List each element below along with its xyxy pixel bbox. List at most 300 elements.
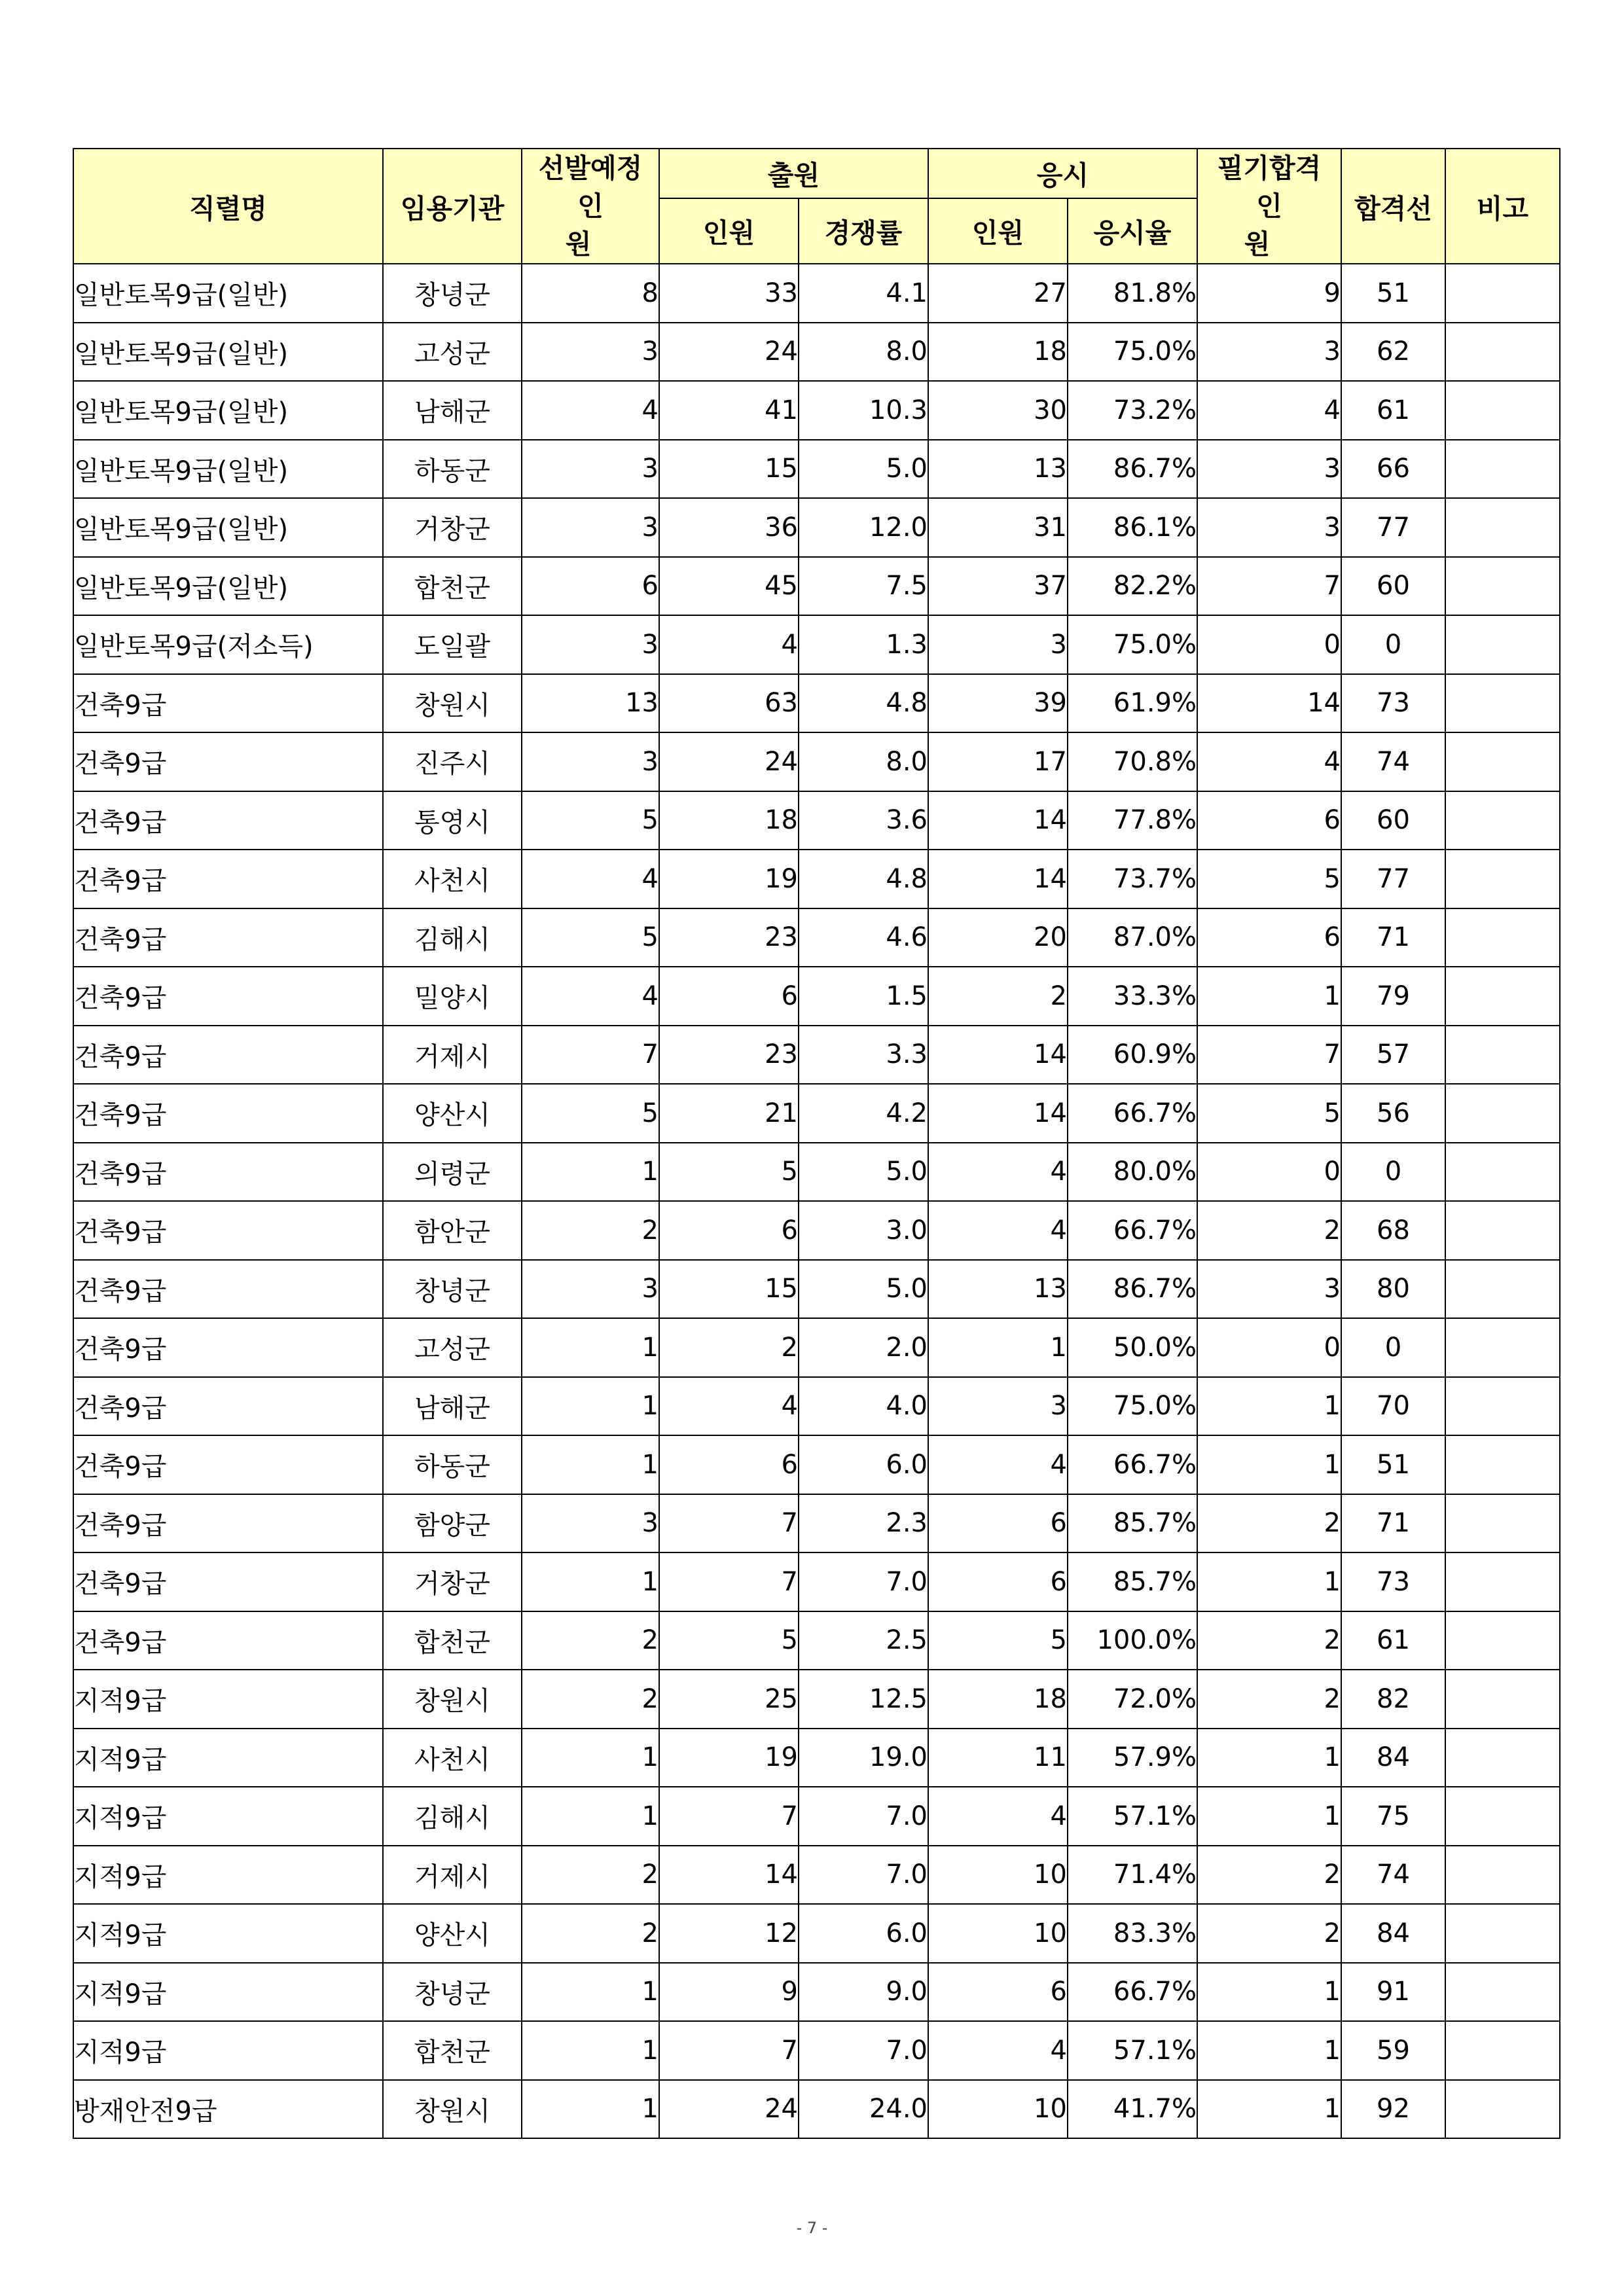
cell-agency: 거제시: [383, 1846, 522, 1905]
cell-exam-takers: 13: [928, 440, 1068, 499]
cell-planned: 2: [522, 1611, 659, 1670]
cell-agency: 합천군: [383, 1611, 522, 1670]
cell-remarks: [1445, 967, 1560, 1026]
cell-exam-takers: 4: [928, 1201, 1068, 1260]
cell-planned: 3: [522, 615, 659, 674]
cell-applicants: 7: [659, 1494, 799, 1553]
table-row: [73, 1552, 1560, 1611]
cell-planned: 4: [522, 850, 659, 908]
cell-planned: 1: [522, 1787, 659, 1846]
cell-passed: 1: [1197, 1435, 1341, 1494]
cell-applicants: 23: [659, 908, 799, 967]
cell-competition-rate: 1.3: [799, 615, 928, 674]
table-row: [73, 381, 1560, 440]
cell-exam-takers: 3: [928, 615, 1068, 674]
cell-remarks: [1445, 1435, 1560, 1494]
cell-cutoff-score: 92: [1341, 2080, 1445, 2139]
cell-cutoff-score: 75: [1341, 1787, 1445, 1846]
cell-agency: 남해군: [383, 381, 522, 440]
cell-remarks: [1445, 1904, 1560, 1963]
cell-job-name: 일반토목9급(저소득): [73, 615, 383, 674]
cell-planned: 3: [522, 323, 659, 382]
cell-exam-rate: 75.0%: [1068, 1377, 1197, 1436]
cell-exam-takers: 37: [928, 557, 1068, 616]
header-cutoff: 합격선: [1341, 149, 1445, 264]
cell-passed: 1: [1197, 2080, 1341, 2139]
cell-planned: 5: [522, 791, 659, 850]
cell-agency: 창원시: [383, 2080, 522, 2139]
cell-exam-takers: 1: [928, 1318, 1068, 1377]
cell-passed: 5: [1197, 850, 1341, 908]
cell-remarks: [1445, 264, 1560, 323]
cell-applicants: 7: [659, 1552, 799, 1611]
table-row: [73, 1494, 1560, 1553]
cell-competition-rate: 5.0: [799, 1260, 928, 1319]
cell-passed: 7: [1197, 1026, 1341, 1085]
cell-passed: 4: [1197, 381, 1341, 440]
cell-job-name: 건축9급: [73, 791, 383, 850]
cell-applicants: 2: [659, 1318, 799, 1377]
cell-job-name: 지적9급: [73, 1729, 383, 1787]
cell-planned: 1: [522, 1552, 659, 1611]
cell-remarks: [1445, 674, 1560, 733]
cell-exam-takers: 6: [928, 1963, 1068, 2022]
cell-job-name: 건축9급: [73, 967, 383, 1026]
cell-job-name: 일반토목9급(일반): [73, 264, 383, 323]
cell-exam-takers: 14: [928, 791, 1068, 850]
cell-remarks: [1445, 440, 1560, 499]
cell-planned: 1: [522, 1435, 659, 1494]
cell-planned: 1: [522, 1143, 659, 1202]
cell-agency: 거제시: [383, 1026, 522, 1085]
cell-passed: 7: [1197, 557, 1341, 616]
cell-agency: 도일괄: [383, 615, 522, 674]
cell-agency: 하동군: [383, 440, 522, 499]
cell-exam-takers: 14: [928, 1084, 1068, 1143]
cell-exam-takers: 27: [928, 264, 1068, 323]
cell-job-name: 지적9급: [73, 2021, 383, 2080]
cell-exam-rate: 85.7%: [1068, 1552, 1197, 1611]
cell-applicants: 24: [659, 732, 799, 791]
cell-exam-rate: 86.7%: [1068, 440, 1197, 499]
cell-agency: 함안군: [383, 1201, 522, 1260]
cell-agency: 남해군: [383, 1377, 522, 1436]
cell-exam-takers: 4: [928, 1435, 1068, 1494]
cell-competition-rate: 8.0: [799, 323, 928, 382]
header-applicants: 출원: [659, 149, 928, 198]
cell-agency: 사천시: [383, 850, 522, 908]
cell-job-name: 일반토목9급(일반): [73, 323, 383, 382]
cell-cutoff-score: 0: [1341, 1318, 1445, 1377]
cell-cutoff-score: 61: [1341, 1611, 1445, 1670]
cell-cutoff-score: 60: [1341, 791, 1445, 850]
cell-passed: 1: [1197, 1552, 1341, 1611]
cell-job-name: 지적9급: [73, 1963, 383, 2022]
cell-agency: 통영시: [383, 791, 522, 850]
cell-remarks: [1445, 1552, 1560, 1611]
cell-competition-rate: 9.0: [799, 1963, 928, 2022]
cell-applicants: 15: [659, 1260, 799, 1319]
cell-agency: 밀양시: [383, 967, 522, 1026]
cell-exam-rate: 72.0%: [1068, 1670, 1197, 1729]
cell-applicants: 4: [659, 615, 799, 674]
cell-competition-rate: 7.5: [799, 557, 928, 616]
table-row: [73, 1611, 1560, 1670]
cell-cutoff-score: 0: [1341, 615, 1445, 674]
header-passed-line1: 필기합격: [1217, 152, 1322, 184]
cell-exam-rate: 71.4%: [1068, 1846, 1197, 1905]
cell-competition-rate: 5.0: [799, 1143, 928, 1202]
cell-competition-rate: 4.0: [799, 1377, 928, 1436]
cell-exam-rate: 66.7%: [1068, 1963, 1197, 2022]
cell-competition-rate: 5.0: [799, 440, 928, 499]
cell-applicants: 5: [659, 1611, 799, 1670]
cell-agency: 김해시: [383, 908, 522, 967]
table-row: [73, 440, 1560, 499]
cell-passed: 3: [1197, 1260, 1341, 1319]
table-row: [73, 732, 1560, 791]
cell-cutoff-score: 77: [1341, 850, 1445, 908]
cell-job-name: 방재안전9급: [73, 2080, 383, 2139]
header-planned: [522, 149, 659, 264]
cell-exam-rate: 81.8%: [1068, 264, 1197, 323]
cell-remarks: [1445, 1846, 1560, 1905]
cell-agency: 합천군: [383, 557, 522, 616]
table-row: [73, 323, 1560, 382]
cell-job-name: 건축9급: [73, 732, 383, 791]
cell-planned: 8: [522, 264, 659, 323]
cell-agency: 고성군: [383, 1318, 522, 1377]
cell-agency: 양산시: [383, 1084, 522, 1143]
cell-cutoff-score: 71: [1341, 1494, 1445, 1553]
cell-planned: 7: [522, 1026, 659, 1085]
table-row: [73, 967, 1560, 1026]
cell-remarks: [1445, 1670, 1560, 1729]
header-planned-line2: 인 원: [565, 190, 628, 260]
cell-exam-rate: 86.1%: [1068, 498, 1197, 557]
header-remarks: 비고: [1445, 149, 1560, 264]
cell-job-name: 일반토목9급(일반): [73, 498, 383, 557]
cell-applicants: 19: [659, 1729, 799, 1787]
cell-competition-rate: 4.6: [799, 908, 928, 967]
cell-exam-takers: 14: [928, 1026, 1068, 1085]
cell-exam-takers: 31: [928, 498, 1068, 557]
cell-job-name: 건축9급: [73, 1201, 383, 1260]
table-row: [73, 1026, 1560, 1085]
cell-exam-rate: 66.7%: [1068, 1084, 1197, 1143]
cell-remarks: [1445, 1026, 1560, 1085]
cell-competition-rate: 4.1: [799, 264, 928, 323]
cell-cutoff-score: 80: [1341, 1260, 1445, 1319]
cell-cutoff-score: 82: [1341, 1670, 1445, 1729]
cell-competition-rate: 1.5: [799, 967, 928, 1026]
cell-job-name: 건축9급: [73, 1084, 383, 1143]
cell-planned: 13: [522, 674, 659, 733]
cell-cutoff-score: 74: [1341, 1846, 1445, 1905]
cell-cutoff-score: 0: [1341, 1143, 1445, 1202]
cell-remarks: [1445, 1729, 1560, 1787]
cell-applicants: 5: [659, 1143, 799, 1202]
cell-competition-rate: 19.0: [799, 1729, 928, 1787]
cell-agency: 합천군: [383, 2021, 522, 2080]
cell-applicants: 9: [659, 1963, 799, 2022]
cell-competition-rate: 7.0: [799, 2021, 928, 2080]
cell-cutoff-score: 62: [1341, 323, 1445, 382]
cell-remarks: [1445, 732, 1560, 791]
cell-cutoff-score: 51: [1341, 1435, 1445, 1494]
table-row: [73, 1846, 1560, 1905]
cell-applicants: 36: [659, 498, 799, 557]
cell-job-name: 건축9급: [73, 1318, 383, 1377]
cell-cutoff-score: 73: [1341, 1552, 1445, 1611]
cell-exam-takers: 39: [928, 674, 1068, 733]
cell-cutoff-score: 70: [1341, 1377, 1445, 1436]
cell-exam-takers: 18: [928, 323, 1068, 382]
header-agency: 임용기관: [383, 149, 522, 264]
cell-agency: 진주시: [383, 732, 522, 791]
table-header: [73, 149, 1560, 264]
cell-job-name: 건축9급: [73, 1435, 383, 1494]
table-row: [73, 2021, 1560, 2080]
cell-remarks: [1445, 791, 1560, 850]
header-job: 직렬명: [73, 149, 383, 264]
cell-passed: 1: [1197, 967, 1341, 1026]
cell-competition-rate: 7.0: [799, 1787, 928, 1846]
cell-cutoff-score: 68: [1341, 1201, 1445, 1260]
table-row: [73, 615, 1560, 674]
cell-applicants: 6: [659, 1435, 799, 1494]
cell-exam-takers: 17: [928, 732, 1068, 791]
cell-applicants: 12: [659, 1904, 799, 1963]
cell-exam-rate: 77.8%: [1068, 791, 1197, 850]
cell-job-name: 건축9급: [73, 1143, 383, 1202]
cell-cutoff-score: 74: [1341, 732, 1445, 791]
cell-cutoff-score: 79: [1341, 967, 1445, 1026]
header-exam-count: 인원: [928, 198, 1068, 264]
cell-exam-rate: 41.7%: [1068, 2080, 1197, 2139]
cell-passed: 3: [1197, 440, 1341, 499]
cell-passed: 3: [1197, 323, 1341, 382]
cell-agency: 창녕군: [383, 1260, 522, 1319]
cell-cutoff-score: 84: [1341, 1904, 1445, 1963]
cell-exam-rate: 50.0%: [1068, 1318, 1197, 1377]
cell-agency: 김해시: [383, 1787, 522, 1846]
cell-competition-rate: 3.6: [799, 791, 928, 850]
cell-cutoff-score: 71: [1341, 908, 1445, 967]
cell-exam-rate: 73.7%: [1068, 850, 1197, 908]
cell-applicants: 15: [659, 440, 799, 499]
cell-competition-rate: 2.3: [799, 1494, 928, 1553]
cell-cutoff-score: 57: [1341, 1026, 1445, 1085]
cell-agency: 함양군: [383, 1494, 522, 1553]
table-row: [73, 1377, 1560, 1436]
cell-passed: 6: [1197, 791, 1341, 850]
cell-exam-takers: 11: [928, 1729, 1068, 1787]
cell-exam-rate: 61.9%: [1068, 674, 1197, 733]
cell-planned: 3: [522, 1494, 659, 1553]
cell-exam-takers: 14: [928, 850, 1068, 908]
cell-exam-rate: 87.0%: [1068, 908, 1197, 967]
table-row: [73, 1260, 1560, 1319]
table-row: [73, 1670, 1560, 1729]
cell-applicants: 7: [659, 1787, 799, 1846]
cell-planned: 4: [522, 967, 659, 1026]
cell-planned: 5: [522, 1084, 659, 1143]
cell-competition-rate: 3.0: [799, 1201, 928, 1260]
cell-planned: 6: [522, 557, 659, 616]
cell-exam-rate: 75.0%: [1068, 615, 1197, 674]
cell-exam-rate: 83.3%: [1068, 1904, 1197, 1963]
cell-competition-rate: 24.0: [799, 2080, 928, 2139]
cell-exam-takers: 3: [928, 1377, 1068, 1436]
table-row: [73, 1143, 1560, 1202]
cell-remarks: [1445, 2021, 1560, 2080]
cell-remarks: [1445, 1963, 1560, 2022]
cell-passed: 1: [1197, 1787, 1341, 1846]
cell-applicants: 21: [659, 1084, 799, 1143]
cell-planned: 2: [522, 1670, 659, 1729]
cell-agency: 양산시: [383, 1904, 522, 1963]
cell-agency: 창원시: [383, 674, 522, 733]
cell-exam-rate: 100.0%: [1068, 1611, 1197, 1670]
header-planned-line1: 선발예정: [538, 152, 643, 184]
cell-exam-rate: 33.3%: [1068, 967, 1197, 1026]
cell-job-name: 건축9급: [73, 674, 383, 733]
cell-remarks: [1445, 323, 1560, 382]
cell-exam-takers: 18: [928, 1670, 1068, 1729]
header-passed-line2: 인 원: [1244, 190, 1307, 260]
table-row: [73, 264, 1560, 323]
cell-job-name: 건축9급: [73, 1377, 383, 1436]
cell-exam-rate: 75.0%: [1068, 323, 1197, 382]
cell-job-name: 건축9급: [73, 1611, 383, 1670]
cell-exam-rate: 85.7%: [1068, 1494, 1197, 1553]
header-passed: [1197, 149, 1341, 264]
cell-remarks: [1445, 498, 1560, 557]
table-row: [73, 1787, 1560, 1846]
cell-passed: 0: [1197, 1143, 1341, 1202]
cell-exam-takers: 13: [928, 1260, 1068, 1319]
cell-competition-rate: 4.8: [799, 850, 928, 908]
cell-exam-takers: 4: [928, 1787, 1068, 1846]
cell-job-name: 건축9급: [73, 908, 383, 967]
cell-job-name: 일반토목9급(일반): [73, 557, 383, 616]
cell-planned: 1: [522, 1318, 659, 1377]
cell-cutoff-score: 91: [1341, 1963, 1445, 2022]
cell-passed: 3: [1197, 498, 1341, 557]
cell-cutoff-score: 51: [1341, 264, 1445, 323]
cell-job-name: 건축9급: [73, 850, 383, 908]
cell-competition-rate: 2.0: [799, 1318, 928, 1377]
cell-applicants: 18: [659, 791, 799, 850]
cell-applicants: 19: [659, 850, 799, 908]
table-row: [73, 498, 1560, 557]
cell-exam-rate: 80.0%: [1068, 1143, 1197, 1202]
cell-exam-takers: 10: [928, 1846, 1068, 1905]
header-exam-rate: 응시율: [1068, 198, 1197, 264]
cell-exam-rate: 86.7%: [1068, 1260, 1197, 1319]
cell-competition-rate: 4.2: [799, 1084, 928, 1143]
cell-remarks: [1445, 1260, 1560, 1319]
header-exam: 응시: [928, 149, 1197, 198]
table-row: [73, 1435, 1560, 1494]
cell-applicants: 14: [659, 1846, 799, 1905]
cell-exam-rate: 66.7%: [1068, 1435, 1197, 1494]
cell-remarks: [1445, 381, 1560, 440]
cell-competition-rate: 12.5: [799, 1670, 928, 1729]
cell-passed: 2: [1197, 1846, 1341, 1905]
cell-passed: 1: [1197, 1729, 1341, 1787]
cell-competition-rate: 2.5: [799, 1611, 928, 1670]
cell-applicants: 45: [659, 557, 799, 616]
cell-exam-rate: 73.2%: [1068, 381, 1197, 440]
cell-agency: 창녕군: [383, 1963, 522, 2022]
cell-agency: 거창군: [383, 498, 522, 557]
cell-remarks: [1445, 1318, 1560, 1377]
cell-exam-takers: 10: [928, 2080, 1068, 2139]
cell-planned: 1: [522, 2080, 659, 2139]
cell-planned: 1: [522, 1729, 659, 1787]
cell-competition-rate: 12.0: [799, 498, 928, 557]
cell-exam-rate: 57.1%: [1068, 2021, 1197, 2080]
cell-applicants: 33: [659, 264, 799, 323]
cell-exam-takers: 6: [928, 1494, 1068, 1553]
cell-planned: 2: [522, 1846, 659, 1905]
cell-remarks: [1445, 908, 1560, 967]
cell-exam-takers: 5: [928, 1611, 1068, 1670]
cell-remarks: [1445, 1377, 1560, 1436]
cell-remarks: [1445, 615, 1560, 674]
table-row: [73, 2080, 1560, 2139]
cell-competition-rate: 8.0: [799, 732, 928, 791]
cell-passed: 2: [1197, 1904, 1341, 1963]
cell-remarks: [1445, 1787, 1560, 1846]
cell-remarks: [1445, 1201, 1560, 1260]
cell-applicants: 6: [659, 1201, 799, 1260]
table-row: [73, 557, 1560, 616]
cell-cutoff-score: 73: [1341, 674, 1445, 733]
cell-passed: 2: [1197, 1494, 1341, 1553]
table-row: [73, 791, 1560, 850]
cell-planned: 3: [522, 732, 659, 791]
cell-job-name: 지적9급: [73, 1904, 383, 1963]
cell-agency: 사천시: [383, 1729, 522, 1787]
cell-passed: 0: [1197, 1318, 1341, 1377]
cell-planned: 4: [522, 381, 659, 440]
table-body: [73, 264, 1560, 2138]
table-row: [73, 1084, 1560, 1143]
cell-competition-rate: 7.0: [799, 1846, 928, 1905]
cell-passed: 2: [1197, 1670, 1341, 1729]
cell-applicants: 7: [659, 2021, 799, 2080]
cell-cutoff-score: 61: [1341, 381, 1445, 440]
cell-applicants: 24: [659, 2080, 799, 2139]
cell-passed: 9: [1197, 264, 1341, 323]
cell-cutoff-score: 60: [1341, 557, 1445, 616]
cell-remarks: [1445, 1611, 1560, 1670]
cell-applicants: 25: [659, 1670, 799, 1729]
cell-job-name: 건축9급: [73, 1552, 383, 1611]
header-competition: 경쟁률: [799, 198, 928, 264]
cell-remarks: [1445, 850, 1560, 908]
cell-applicants: 63: [659, 674, 799, 733]
cell-job-name: 건축9급: [73, 1260, 383, 1319]
cell-exam-rate: 60.9%: [1068, 1026, 1197, 1085]
cell-remarks: [1445, 1494, 1560, 1553]
cell-exam-takers: 10: [928, 1904, 1068, 1963]
table-row: [73, 1318, 1560, 1377]
page-number: - 7 -: [796, 2219, 828, 2237]
